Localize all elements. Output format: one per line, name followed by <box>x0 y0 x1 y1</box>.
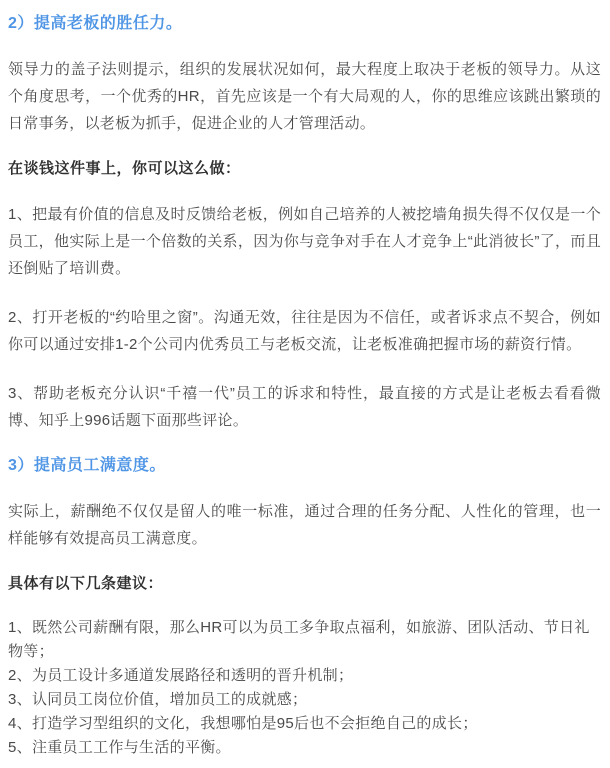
suggestion-list <box>8 616 601 760</box>
suggestion-item-benefits: 1、既然公司薪酬有限，那么HR可以为员工多争取点福利，如旅游、团队活动、节日礼物等； <box>8 619 590 660</box>
suggestion-item-learning-culture: 4、打造学习型组织的文化，我想哪怕是95后也不会拒绝自己的成长； <box>8 715 478 732</box>
subheading-talking-money: 在谈钱这件事上，你可以这么做： <box>8 160 241 177</box>
section-heading-boss-competency: 2）提高老板的胜任力。 <box>8 15 183 32</box>
paragraph-leadership-lid-law: 领导力的盖子法则提示，组织的发展状况如何，最大程度上取决于老板的领导力。从这个角度思考，一个优秀的HR，首先应该是一个有大局观的人，你的思维应该跳出繁琐的日常事务，以老板为抓手，促进企业的人才管理活动。 <box>8 61 601 132</box>
section-heading-employee-satisfaction: 3）提高员工满意度。 <box>8 457 166 474</box>
paragraph-salary-not-only-standard: 实际上，薪酬绝不仅仅是留人的唯一标准，通过合理的任务分配、人性化的管理，也一样能够有效提高员工满意度。 <box>8 503 601 547</box>
paragraph-tip-1-feedback-to-boss: 1、把最有价值的信息及时反馈给老板，例如自己培养的人被挖墙角损失得不仅仅是一个员工，他实际上是一个倍数的关系，因为你与竞争对手在人才竞争上“此消彼长”了，而且还倒贴了培训费。 <box>8 206 601 277</box>
suggestion-item-job-value: 3、认同员工岗位价值，增加员工的成就感； <box>8 691 308 708</box>
suggestion-item-career-path: 2、为员工设计多通道发展路径和透明的晋升机制； <box>8 667 354 684</box>
subheading-suggestions: 具体有以下几条建议： <box>8 575 164 592</box>
paragraph-tip-2-johari-window: 2、打开老板的“约哈里之窗”。沟通无效，往往是因为不信任，或者诉求点不契合，例如你可以通过安排1-2个公司内优秀员工与老板交流，让老板准确把握市场的薪资行情。 <box>8 309 601 353</box>
suggestion-item-work-life-balance: 5、注重员工工作与生活的平衡。 <box>8 739 231 756</box>
paragraph-tip-3-millennials: 3、帮助老板充分认识“千禧一代”员工的诉求和特性，最直接的方式是让老板去看看微博、知乎上996话题下面那些评论。 <box>8 385 601 429</box>
